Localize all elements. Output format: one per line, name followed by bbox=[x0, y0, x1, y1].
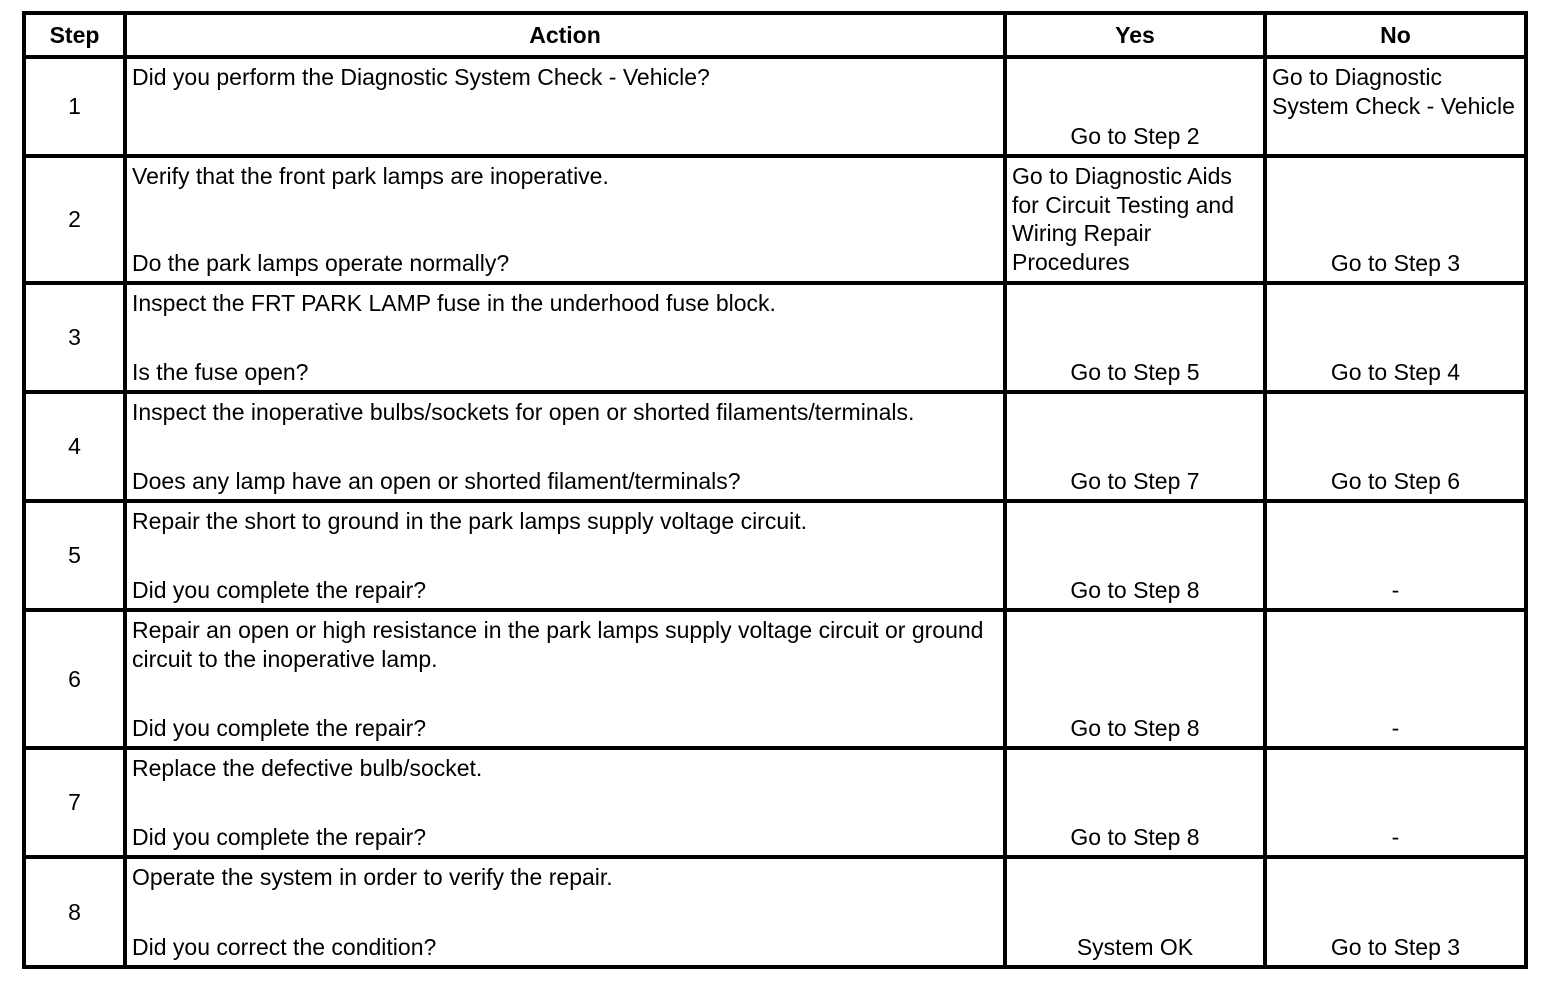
table-row bbox=[24, 857, 1526, 967]
action-cell bbox=[125, 283, 1005, 392]
yes-result: Go to Step 8 bbox=[1070, 714, 1200, 741]
header-action: Action bbox=[125, 13, 1005, 57]
no-result: - bbox=[1391, 714, 1400, 741]
action-instruction: Inspect the FRT PARK LAMP fuse in the underhood fuse block. bbox=[132, 290, 776, 316]
yes-result: Go to Step 5 bbox=[1070, 358, 1200, 385]
yes-result: Go to Step 7 bbox=[1070, 467, 1200, 494]
action-question: Did you complete the repair? bbox=[132, 576, 427, 603]
step-number: 3 bbox=[24, 283, 125, 392]
action-instruction: Repair the short to ground in the park lamps supply voltage circuit. bbox=[132, 508, 808, 534]
header-row bbox=[24, 13, 1526, 57]
diagnostic-table bbox=[22, 11, 1528, 969]
no-result: Go to Step 4 bbox=[1330, 358, 1461, 385]
table-row bbox=[24, 283, 1526, 392]
step-number: 5 bbox=[24, 501, 125, 610]
no-cell bbox=[1265, 748, 1526, 857]
no-cell bbox=[1265, 392, 1526, 501]
yes-result: System OK bbox=[1076, 933, 1194, 960]
table-row bbox=[24, 156, 1526, 283]
yes-result: Go to Step 8 bbox=[1070, 576, 1200, 603]
yes-result: Go to Step 8 bbox=[1070, 823, 1200, 850]
table-row bbox=[24, 501, 1526, 610]
yes-cell bbox=[1005, 283, 1265, 392]
step-number: 4 bbox=[24, 392, 125, 501]
step-number: 2 bbox=[24, 156, 125, 283]
table-row bbox=[24, 748, 1526, 857]
action-cell bbox=[125, 501, 1005, 610]
action-question: Is the fuse open? bbox=[132, 358, 309, 385]
action-question: Does any lamp have an open or shorted filament/terminals? bbox=[132, 467, 741, 494]
no-cell bbox=[1265, 57, 1526, 156]
action-instruction: Did you perform the Diagnostic System Check - Vehicle? bbox=[132, 64, 710, 90]
action-cell bbox=[125, 610, 1005, 748]
no-cell bbox=[1265, 501, 1526, 610]
action-cell bbox=[125, 748, 1005, 857]
action-instruction: Replace the defective bulb/socket. bbox=[132, 755, 483, 781]
step-number: 7 bbox=[24, 748, 125, 857]
yes-cell bbox=[1005, 748, 1265, 857]
header-step: Step bbox=[24, 13, 125, 57]
action-cell bbox=[125, 156, 1005, 283]
yes-cell bbox=[1005, 857, 1265, 967]
table-row bbox=[24, 57, 1526, 156]
no-cell bbox=[1265, 283, 1526, 392]
no-cell bbox=[1265, 857, 1526, 967]
action-instruction: Repair an open or high resistance in the park lamps supply voltage circuit or ground circuit to the inoperative lamp. bbox=[132, 617, 984, 672]
action-question: Did you correct the condition? bbox=[132, 933, 437, 960]
table-row bbox=[24, 392, 1526, 501]
step-number: 1 bbox=[24, 57, 125, 156]
yes-result: Go to Diagnostic Aids for Circuit Testing and Wiring Repair Procedures bbox=[1012, 163, 1235, 275]
yes-cell bbox=[1005, 610, 1265, 748]
yes-cell bbox=[1005, 501, 1265, 610]
no-result: Go to Step 3 bbox=[1330, 933, 1461, 960]
action-instruction: Operate the system in order to verify the repair. bbox=[132, 864, 613, 890]
action-question: Did you complete the repair? bbox=[132, 823, 427, 850]
no-result: Go to Diagnostic System Check - Vehicle bbox=[1272, 64, 1515, 119]
action-question: Did you complete the repair? bbox=[132, 714, 427, 741]
action-cell bbox=[125, 392, 1005, 501]
yes-cell bbox=[1005, 57, 1265, 156]
step-number: 8 bbox=[24, 857, 125, 967]
header-no: No bbox=[1265, 13, 1526, 57]
step-number: 6 bbox=[24, 610, 125, 748]
action-question: Do the park lamps operate normally? bbox=[132, 249, 510, 276]
yes-result: Go to Step 2 bbox=[1070, 122, 1200, 149]
header-yes: Yes bbox=[1005, 13, 1265, 57]
no-result: - bbox=[1391, 823, 1400, 850]
action-instruction: Verify that the front park lamps are inoperative. bbox=[132, 163, 609, 189]
yes-cell bbox=[1005, 156, 1265, 283]
no-result: - bbox=[1391, 576, 1400, 603]
no-result: Go to Step 3 bbox=[1330, 249, 1461, 276]
action-cell bbox=[125, 57, 1005, 156]
no-cell bbox=[1265, 610, 1526, 748]
yes-cell bbox=[1005, 392, 1265, 501]
no-result: Go to Step 6 bbox=[1330, 467, 1461, 494]
no-cell bbox=[1265, 156, 1526, 283]
action-instruction: Inspect the inoperative bulbs/sockets for open or shorted filaments/terminals. bbox=[132, 399, 915, 425]
action-cell bbox=[125, 857, 1005, 967]
table-row bbox=[24, 610, 1526, 748]
